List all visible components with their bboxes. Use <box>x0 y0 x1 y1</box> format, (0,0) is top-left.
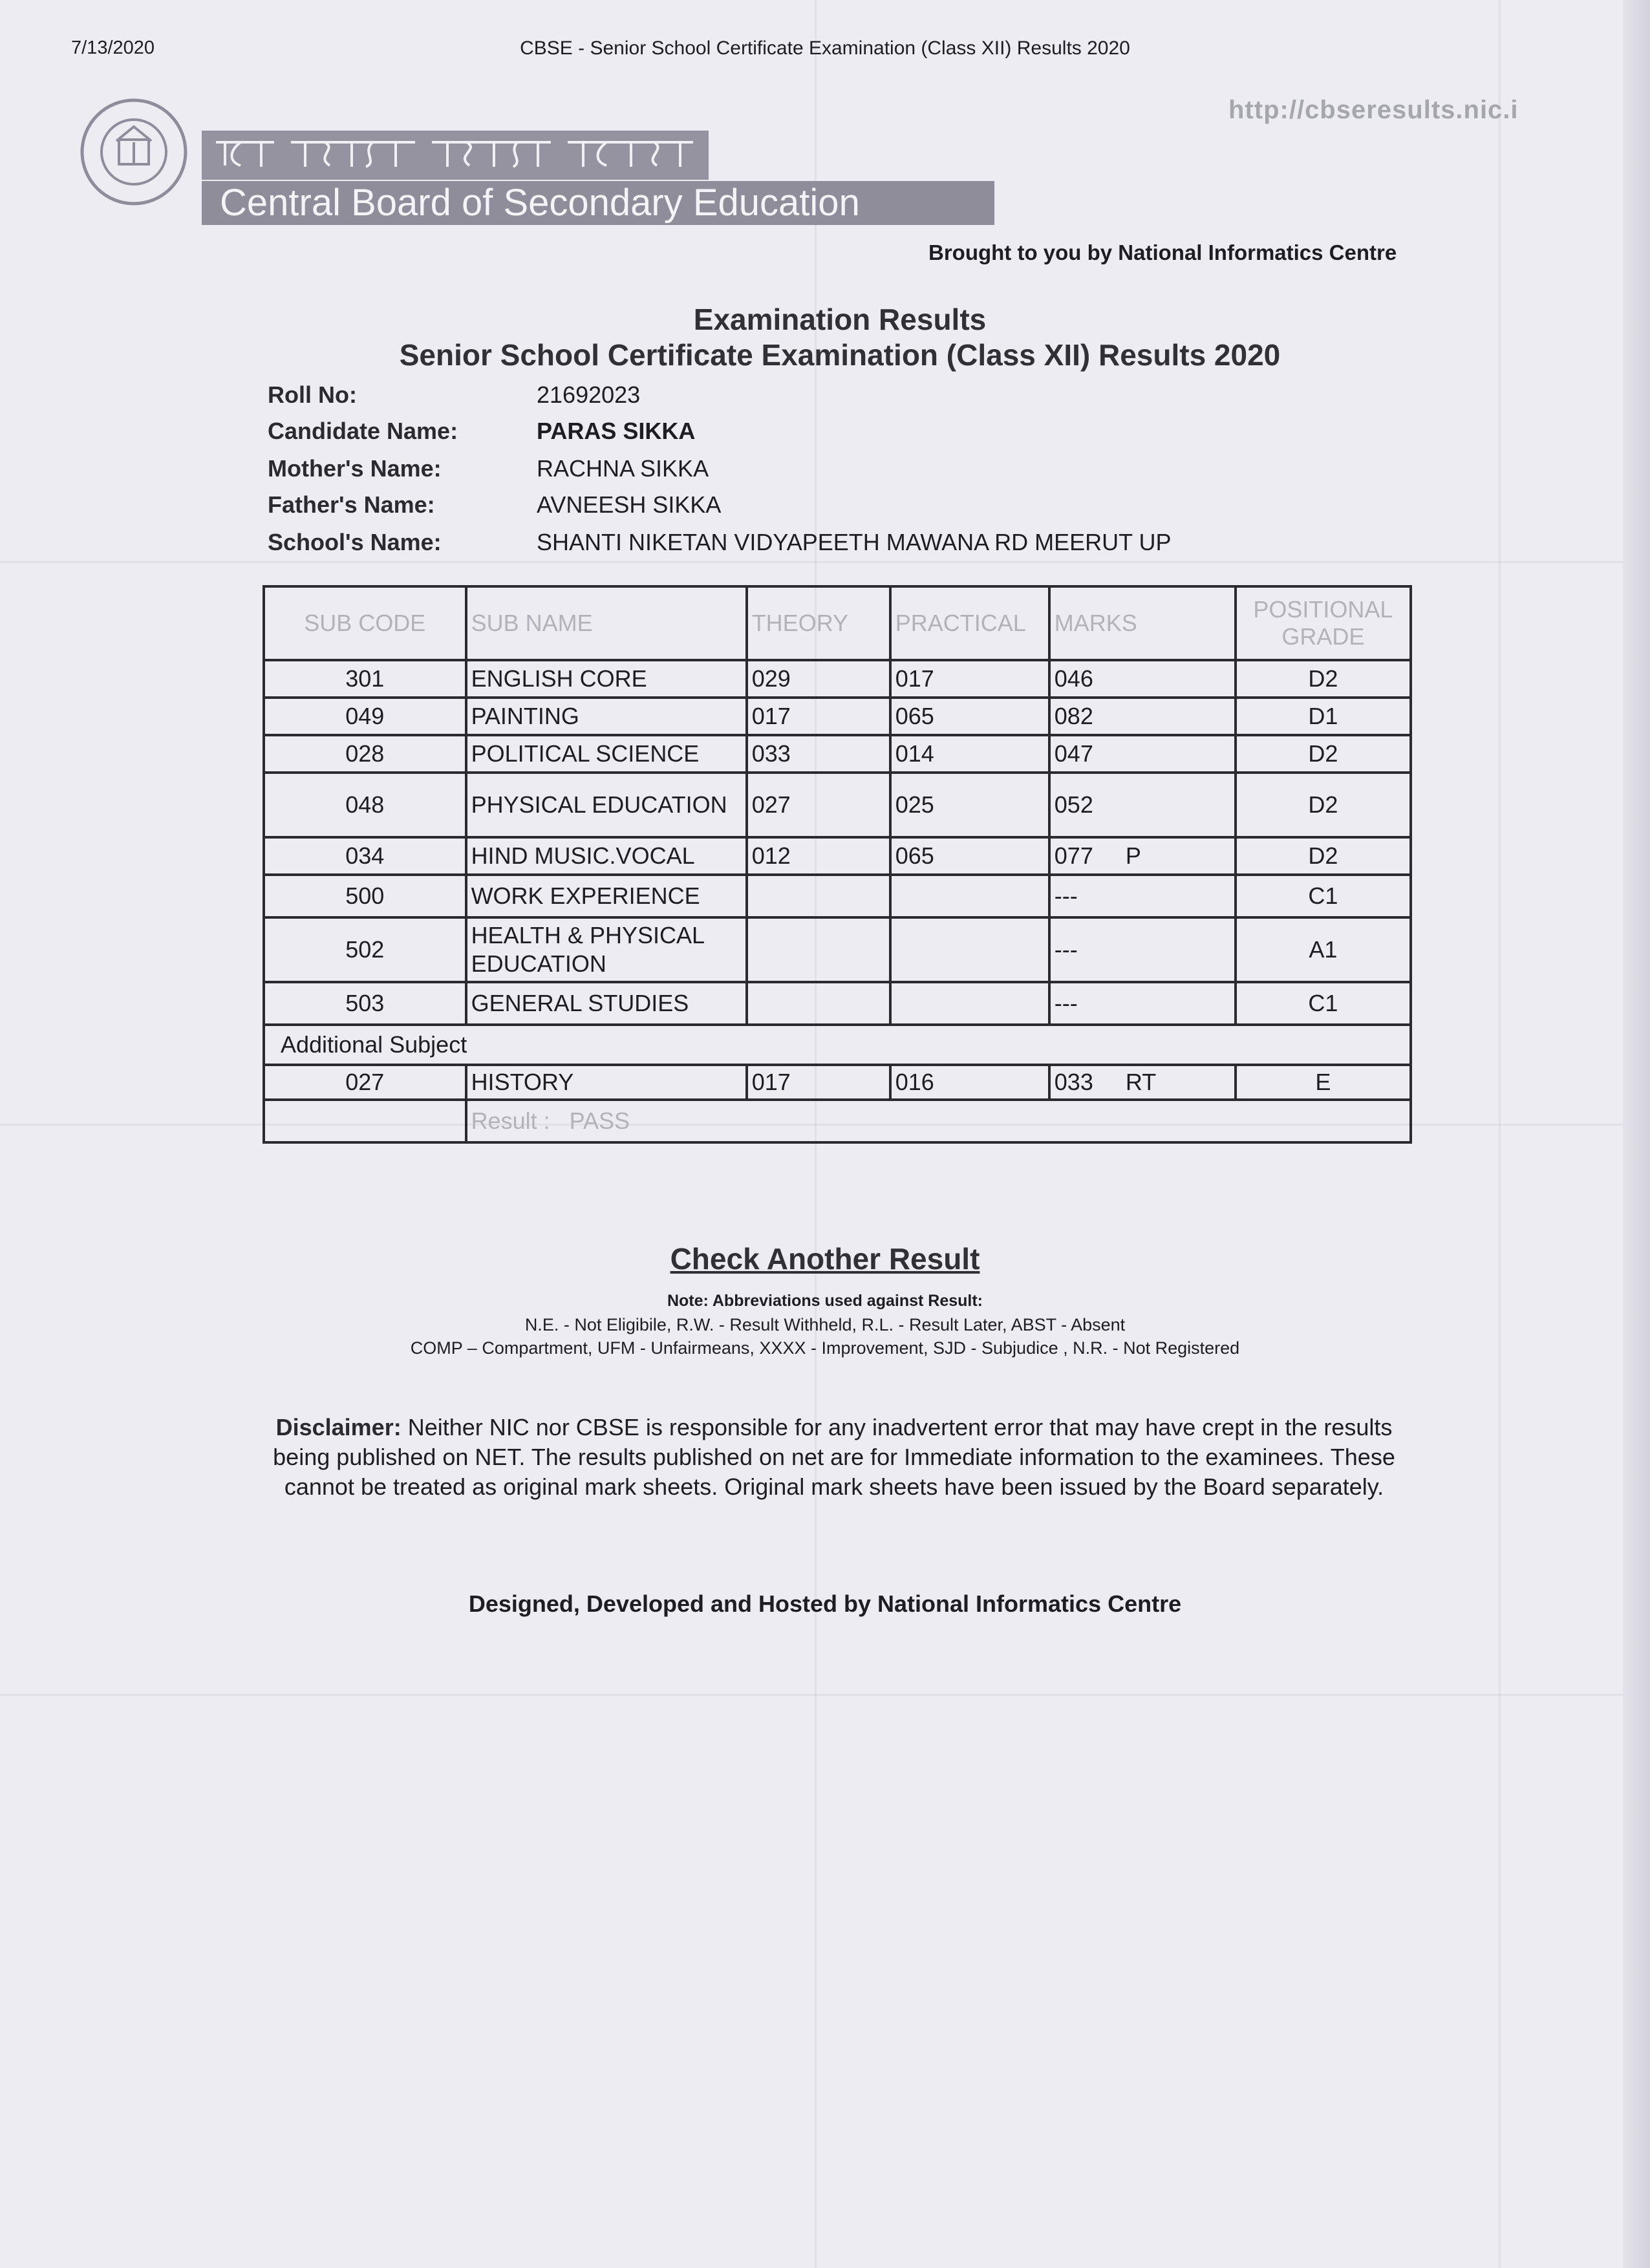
table-row <box>264 1065 1411 1100</box>
sub-code-cell: 502 <box>264 917 466 982</box>
disclaimer-label: Disclaimer: <box>275 1414 402 1440</box>
grade-cell: D1 <box>1236 698 1411 735</box>
table-row <box>264 660 1411 698</box>
sub-code-cell: 034 <box>264 837 466 875</box>
practical-cell: 016 <box>890 1065 1049 1100</box>
sub-code-cell: 028 <box>264 735 466 773</box>
practical-cell: 065 <box>890 698 1049 735</box>
info-label: Father's Name: <box>268 491 435 518</box>
exam-subtitle: Senior School Certificate Examination (Class XII) Results 2020 <box>399 338 1281 372</box>
candidate-name-value: PARAS SIKKA <box>537 418 696 444</box>
table-row <box>264 773 1411 837</box>
table-row <box>264 875 1411 917</box>
result-label: Result : <box>471 1107 550 1134</box>
result-cell <box>466 1100 1411 1142</box>
header-practical: PRACTICAL <box>890 586 1049 660</box>
sub-name-cell: PHYSICAL EDUCATION <box>466 773 747 837</box>
table-row <box>264 698 1411 735</box>
header-theory: THEORY <box>747 586 890 660</box>
table-row <box>264 917 1411 982</box>
sub-name-cell: WORK EXPERIENCE <box>466 875 747 917</box>
board-name-english-banner: Central Board of Secondary Education <box>202 181 994 225</box>
sub-name-cell: HIND MUSIC.VOCAL <box>466 837 747 875</box>
marks-cell: 082 <box>1049 698 1236 735</box>
marks-cell: --- <box>1049 982 1236 1025</box>
theory-cell <box>747 982 890 1025</box>
paper-crease <box>0 1694 1650 1696</box>
marks-cell: 047 <box>1049 735 1236 773</box>
grade-cell: E <box>1236 1065 1411 1100</box>
theory-cell: 017 <box>747 1065 890 1100</box>
abbreviations-note-heading: Note: Abbreviations used against Result: <box>667 1292 983 1310</box>
grade-cell: C1 <box>1236 982 1411 1025</box>
practical-cell: 014 <box>890 735 1049 773</box>
header-sub-name: SUB NAME <box>466 586 747 660</box>
check-another-result-link[interactable]: Check Another Result <box>670 1242 980 1276</box>
sub-code-cell: 048 <box>264 773 466 837</box>
header-marks: MARKS <box>1049 586 1236 660</box>
paper-crease <box>0 561 1650 563</box>
practical-cell <box>890 875 1049 917</box>
result-value: PASS <box>569 1107 630 1134</box>
table-header-row <box>264 586 1411 660</box>
info-label: School's Name: <box>268 529 442 555</box>
theory-cell: 012 <box>747 837 890 875</box>
result-empty-cell <box>264 1100 466 1142</box>
abbreviations-line: N.E. - Not Eligibile, R.W. - Result Withheld, R.L. - Result Later, ABST - Absent <box>524 1315 1126 1334</box>
table-row <box>264 837 1411 875</box>
practical-cell <box>890 917 1049 982</box>
grade-cell: D2 <box>1236 660 1411 698</box>
roll-no-value: 21692023 <box>537 381 641 408</box>
disclaimer-text: Neither NIC nor CBSE is responsible for any inadvertent error that may have crept in the results being published on NET. The results published on net are for Immediate information to the examinees. These cannot be treated as original mark sheets. Original mark sheets have been issued by the Board separately. <box>273 1414 1395 1500</box>
practical-cell: 065 <box>890 837 1049 875</box>
sub-name-cell: HISTORY <box>466 1065 747 1100</box>
sub-code-cell: 027 <box>264 1065 466 1100</box>
board-name-hindi-banner <box>202 131 709 180</box>
info-label: Mother's Name: <box>268 455 442 482</box>
sub-code-cell: 049 <box>264 698 466 735</box>
table-row <box>264 982 1411 1025</box>
theory-cell: 017 <box>747 698 890 735</box>
result-row <box>264 1100 1411 1142</box>
header-sub-code: SUB CODE <box>264 586 466 660</box>
cbse-emblem-icon <box>79 97 189 207</box>
mother-name-value: RACHNA SIKKA <box>537 455 709 482</box>
print-date: 7/13/2020 <box>71 37 155 58</box>
grade-cell: D2 <box>1236 735 1411 773</box>
school-name-value: SHANTI NIKETAN VIDYAPEETH MAWANA RD MEERUT UP <box>537 529 1172 555</box>
practical-cell: 025 <box>890 773 1049 837</box>
grade-cell: A1 <box>1236 917 1411 982</box>
additional-subject-label: Additional Subject <box>264 1025 1411 1065</box>
header-positional-grade: POSITIONAL GRADE <box>1236 586 1411 660</box>
brought-by-text: Brought to you by National Informatics Centre <box>928 241 1397 264</box>
marks-cell: --- <box>1049 875 1236 917</box>
sub-code-cell: 500 <box>264 875 466 917</box>
site-url[interactable]: http://cbseresults.nic.i <box>1228 96 1519 124</box>
marks-cell: --- <box>1049 917 1236 982</box>
father-name-value: AVNEESH SIKKA <box>537 491 722 518</box>
sub-name-cell: ENGLISH CORE <box>466 660 747 698</box>
marks-cell: 046 <box>1049 660 1236 698</box>
sub-code-cell: 503 <box>264 982 466 1025</box>
grade-cell: D2 <box>1236 773 1411 837</box>
disclaimer <box>259 1413 1409 1502</box>
grade-cell: C1 <box>1236 875 1411 917</box>
practical-cell: 017 <box>890 660 1049 698</box>
info-label: Roll No: <box>268 381 357 408</box>
abbreviations-line: COMP – Compartment, UFM - Unfairmeans, XXXX - Improvement, SJD - Subjudice , N.R. - Not Registered <box>410 1338 1240 1358</box>
sub-name-cell: HEALTH & PHYSICAL EDUCATION <box>466 917 747 982</box>
theory-cell: 029 <box>747 660 890 698</box>
sub-name-cell: PAINTING <box>466 698 747 735</box>
info-label: Candidate Name: <box>268 418 458 444</box>
footer-credit: Designed, Developed and Hosted by National Informatics Centre <box>468 1590 1182 1617</box>
additional-subject-row <box>264 1025 1411 1065</box>
results-table <box>262 585 1412 1144</box>
marks-cell: 077 P <box>1049 837 1236 875</box>
exam-title: Examination Results <box>693 303 987 336</box>
marks-cell: 033 RT <box>1049 1065 1236 1100</box>
table-row <box>264 735 1411 773</box>
marks-cell: 052 <box>1049 773 1236 837</box>
practical-cell <box>890 982 1049 1025</box>
sub-code-cell: 301 <box>264 660 466 698</box>
print-page-title: CBSE - Senior School Certificate Examination (Class XII) Results 2020 <box>520 37 1130 59</box>
sub-name-cell: GENERAL STUDIES <box>466 982 747 1025</box>
theory-cell: 027 <box>747 773 890 837</box>
theory-cell <box>747 917 890 982</box>
sub-name-cell: POLITICAL SCIENCE <box>466 735 747 773</box>
grade-cell: D2 <box>1236 837 1411 875</box>
theory-cell <box>747 875 890 917</box>
theory-cell: 033 <box>747 735 890 773</box>
